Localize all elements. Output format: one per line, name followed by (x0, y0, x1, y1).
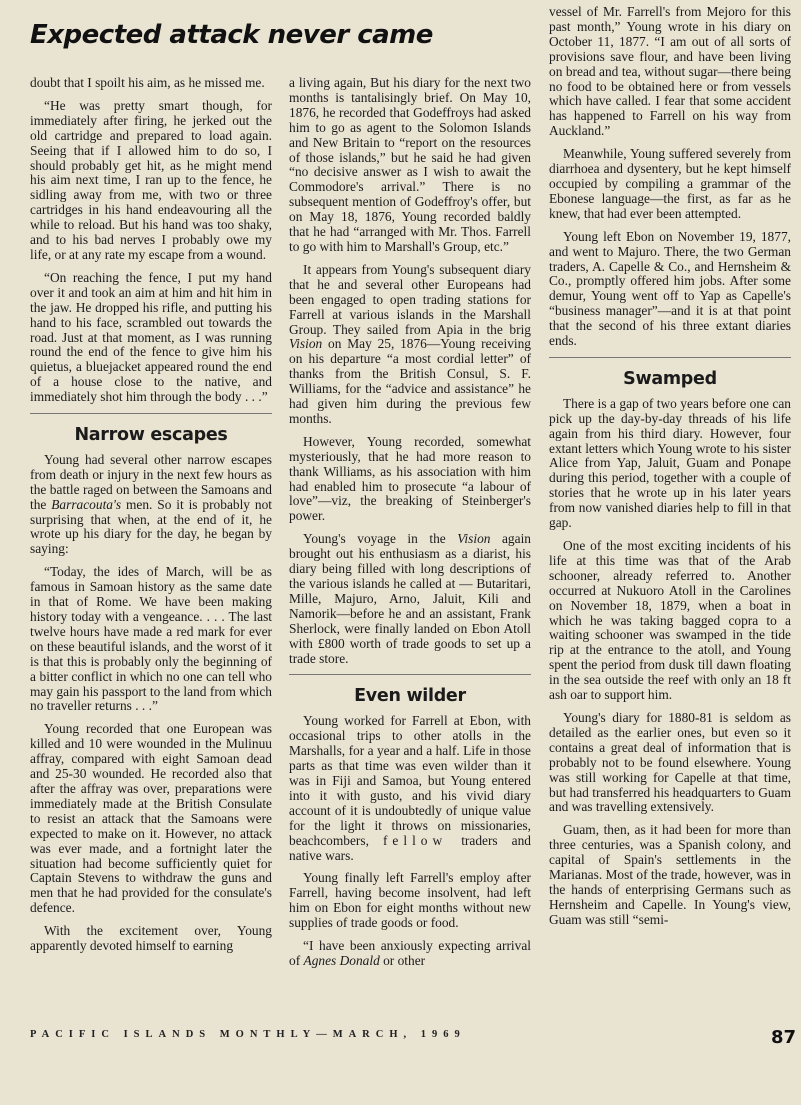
paragraph: doubt that I spoilt his aim, as he missed me. (30, 75, 265, 90)
paragraph: Meanwhile, Young suffered severely from diarrhoea and dysentery, but he kept himself occupied by compiling a grammar of the Ebonese language—the first, as far as he knew, that had ever been attempted. (549, 146, 791, 221)
paragraph: Guam, then, as it had been for more than three centuries, was a Spanish colony, and capital of Spain's settlements in the Marianas. Most of the trade, however, was in the hands of enterprising Germans such as Hernsheim and Capelle. In Young's view, Guam was still “semi- (549, 822, 791, 927)
paragraph: Young finally left Farrell's employ after Farrell, having become insolvent, had left him on Ebon for eight months without new supplies of trade goods or food. (289, 870, 531, 931)
paragraph: Young's voyage in the Vision again brought out his enthusiasm as a diarist, his diary being filled with long descriptions of the various islands he called at — Butaritari, Mille, Majuro, Arno, Jaluit, Kili and Namorik—before he and an assistant, Frank Sherlock, were finally landed on Ebon Atoll with £800 worth of trade goods to set up a trade store. (289, 531, 531, 666)
article-headline: Expected attack never came (30, 20, 433, 50)
paragraph: Young recorded that one European was killed and 10 were wounded in the Mulinuu affray, compared with eight Samoan dead and 25-30 wounded. He recorded also that after the affray was over, preparations were immediately made at the British Consulate to resist an attack that the Samoans were expected to make on it. However, no attack was ever made, and a fortnight later the situation had become sufficiently quiet for Captain Stevens to withdraw the guns and men that he had provided for the consulate's defence. (30, 721, 272, 916)
column-3 (549, 5, 791, 936)
column-1 (30, 76, 272, 962)
paragraph: “Today, the ides of March, will be as famous in Samoan history as the same date in that of Rome. We have been making history today with a vengeance. . . . The last twelve hours have made a red mark for ever on these beautiful islands, and the worst of it is that this is probably only the beginning of a bitter conflict in which no one can tell who may gain his passport to the land from which no traveller returns . . .” (30, 564, 272, 714)
subheading-even-wilder: Even wilder (289, 674, 531, 704)
paragraph: However, Young recorded, somewhat mysteriously, that he had more reason to thank Williams, as his association with him had enabled him to prosecute “a labour of love”—viz, the breaking of Steinberger's power. (289, 433, 531, 524)
running-footer: PACIFIC ISLANDS MONTHLY—MARCH, 1969 (30, 1029, 466, 1040)
column-2 (289, 76, 531, 977)
paragraph: “He was pretty smart though, for immediately after firing, he jerked out the old cartridge and prepared to load again. Seeing that if I allowed him to do so, I should probably get hit, as he might mend his aim next time, I ran up to the fence, he sidling away from me, with two or three cartridges in his hand endeavouring all the while to reload. But his hand was too shaky, and to his bad nerves I probably owe my life, or at any rate my escape from a wound. (30, 97, 272, 262)
paragraph: There is a gap of two years before one can pick up the day-by-day threads of his life again from his third diary. However, four extant letters which Young wrote to his sister Alice from Yap, Jaluit, Guam and Ponape during this period, together with a couple of stories that he wrote up in his later years from now vanished diaries help to fill in that gap. (549, 395, 791, 531)
subheading-narrow-escapes: Narrow escapes (30, 413, 272, 443)
paragraph: Young's diary for 1880-81 is seldom as detailed as the earlier ones, but even so it contains a great deal of information that is probably not to be found elsewhere. Young was still working for Capelle at that time, but had transferred his headquarters to Guam and was travelling extensively. (549, 709, 791, 815)
paragraph: a living again, But his diary for the next two months is tantalisingly brief. On May 10, 1876, he recorded that Godeffroys had asked him to go as agent to the Solomon Islands and New Britain to “report on the resources of those islands,” but he said he had given “no decisive answer as I wish to await the Commodore's arrival.” There is no subsequent mention of Godeffroy's offer, but on May 18, 1876, Young recorded baldly that he had “arranged with Mr. Thos. Farrell to go with him to Marshall's Group, etc.” (289, 75, 531, 254)
paragraph: Young had several other narrow escapes from death or injury in the next few hours as the battle raged on between the Samoans and the Barracouta's men. So it is probably not surprising that when, at the end of it, he wrote up his diary for the day, he began by saying: (30, 451, 272, 557)
ship-name: Agnes Donald (303, 952, 380, 968)
page-number: 87 (771, 1027, 797, 1048)
subheading-swamped: Swamped (549, 357, 791, 387)
ship-name: Vision (289, 336, 323, 352)
ship-name: Vision (457, 531, 491, 547)
paragraph: vessel of Mr. Farrell's from Mejoro for this past month,” Young wrote in his diary on October 11, 1877. “I am out of all sorts of provisions save flour, and have been living on bread and tea, without sugar—there being no food to be obtained here or from vessels which have called. I fear that some accident has happened to Farrell on his way from Auckland.” (549, 4, 791, 139)
paragraph: With the excitement over, Young apparently devoted himself to earning (30, 923, 272, 954)
paragraph: “On reaching the fence, I put my hand over it and took an aim at him and hit him in the jaw. He dropped his rifle, and putting his hand to his face, scrambled out towards the road. Just at that moment, as I was running round the end of the fence to give him his quietus, a bluejacket appeared round the end of a house close to the native, and immediately shot him through the body . . .” (30, 269, 272, 405)
paragraph: “I have been anxiously expecting arrival of Agnes Donald or other (289, 938, 531, 968)
paragraph: One of the most exciting incidents of his life at this time was that of the Arab schooner, already referred to. Another occurred at Nukuoro Atoll in the Carolines on November 18, 1879, when a boat in which he was taking bagged copra to a waiting schooner was swamped in the tide rip at the entrance to the atoll, and Young spent the period from dusk till dawn floating in the sea outside the reef with only an 18 ft ash oar to support him. (549, 538, 791, 703)
paragraph: Young left Ebon on November 19, 1877, and went to Majuro. There, the two German traders, A. Capelle & Co., and Hernsheim & Co., promptly offered him jobs. After some demur, Young went off to Yap as Capelle's “business manager”—and it is at that point that the second of his three extant diaries ends. (549, 228, 791, 349)
paragraph: It appears from Young's subsequent diary that he and several other Europeans had been engaged to open trading stations for Farrell at various islands in the Marshall Group. They sailed from Apia in the brig Vision on May 25, 1876—Young receiving on his departure “a most cordial letter” of thanks from the British Consul, S. F. Williams, for the “advice and assistance” he had given him during the previous few months. (289, 261, 531, 426)
paragraph: Young worked for Farrell at Ebon, with occasional trips to other atolls in the Marshalls, for a year and a half. Life in those parts as that time was even wilder than it was in Fiji and Samoa, but Young entered into it with gusto, and his vivid diary account of it is undoubtedly of unique value for the light it throws on missionaries, beachcombers, fellow traders and native wars. (289, 713, 532, 863)
ship-name: Barracouta's (51, 496, 122, 512)
